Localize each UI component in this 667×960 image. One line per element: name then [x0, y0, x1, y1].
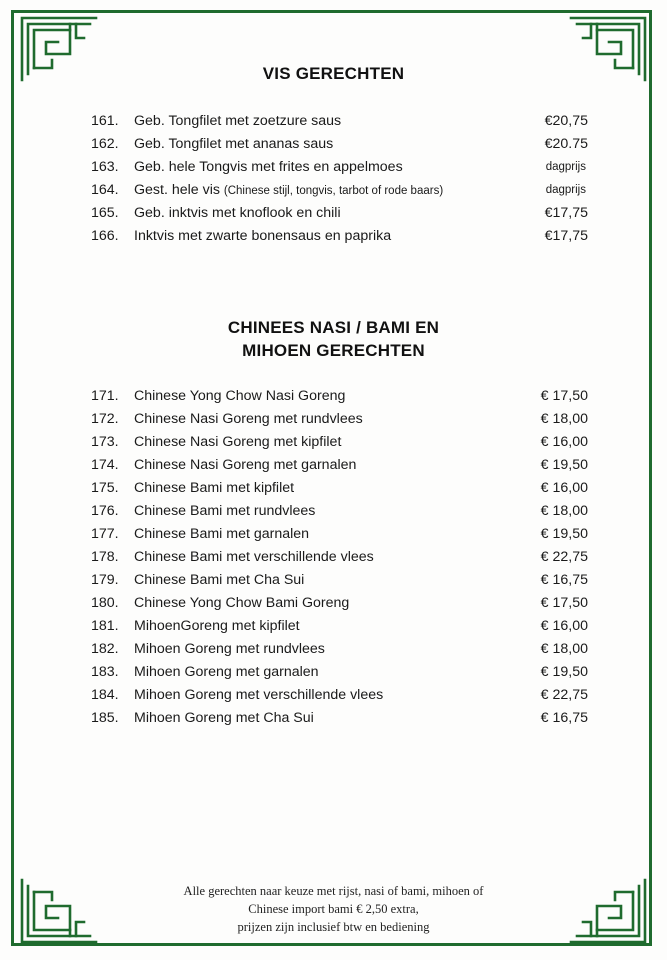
menu-list-vis [88, 110, 588, 248]
item-name: Geb. hele Tongvis met frites en appelmoes [134, 159, 403, 175]
item-number: 174. [91, 457, 119, 473]
section-title-line: CHINEES NASI / BAMI EN [227, 318, 440, 337]
item-number: 179. [91, 572, 119, 588]
item-price: € 22,75 [540, 549, 588, 565]
item-number: 176. [91, 503, 119, 519]
item-price: dagprijs [545, 184, 586, 196]
item-name: MihoenGoreng met kipfilet [134, 618, 300, 634]
section-title-vis: VIS GERECHTEN [262, 64, 405, 83]
item-name: Mihoen Goreng met rundvlees [134, 641, 325, 657]
footer-note [0, 882, 667, 936]
item-price: € 16,00 [540, 434, 588, 450]
item-price: €17,75 [544, 205, 588, 221]
item-name: Mihoen Goreng met verschillende vlees [134, 687, 384, 703]
menu-item [88, 179, 588, 202]
item-name: Chinese Bami met rundvlees [134, 503, 316, 519]
item-number: 183. [91, 664, 119, 680]
menu-item [88, 408, 588, 431]
item-number: 173. [91, 434, 119, 450]
item-price: € 16,75 [540, 572, 588, 588]
menu-item [88, 110, 588, 133]
item-name: Chinese Nasi Goreng met rundvlees [134, 411, 363, 427]
item-number: 184. [91, 687, 119, 703]
item-number: 163. [91, 159, 119, 175]
item-price: €17,75 [544, 228, 588, 244]
menu-item [88, 133, 588, 156]
item-price: € 19,50 [540, 526, 588, 542]
item-number: 180. [91, 595, 119, 611]
menu-item [88, 615, 588, 638]
menu-item [88, 454, 588, 477]
footer-line: Alle gerechten naar keuze met rijst, nasi of bami, mihoen of [183, 884, 484, 898]
item-name: Chinese Yong Chow Nasi Goreng [134, 388, 346, 404]
item-price: € 17,50 [540, 388, 588, 404]
item-name: Chinese Bami met kipfilet [134, 480, 295, 496]
item-price: € 16,75 [540, 710, 588, 726]
menu-item [88, 225, 588, 248]
item-price: €20,75 [544, 113, 588, 129]
item-number: 171. [91, 388, 119, 404]
menu-item [88, 500, 588, 523]
item-name: Mihoen Goreng met Cha Sui [134, 710, 314, 726]
menu-item [88, 546, 588, 569]
item-name: Chinese Nasi Goreng met kipfilet [134, 434, 342, 450]
item-number: 175. [91, 480, 119, 496]
menu-item [88, 523, 588, 546]
item-name [134, 179, 443, 203]
menu-item [88, 156, 588, 179]
menu-item [88, 431, 588, 454]
menu-item [88, 638, 588, 661]
item-price: € 19,50 [540, 457, 588, 473]
item-number: 165. [91, 205, 119, 221]
menu-item [88, 385, 588, 408]
menu-list-nasi-bami [88, 385, 588, 730]
item-number: 166. [91, 228, 119, 244]
footer-line: prijzen zijn inclusief btw en bediening [237, 920, 430, 934]
item-name: Chinese Bami met verschillende vlees [134, 549, 374, 565]
item-price: € 16,00 [540, 480, 588, 496]
item-price: € 17,50 [540, 595, 588, 611]
item-note: (Chinese stijl, tongvis, tarbot of rode baars) [223, 185, 444, 197]
item-name: Chinese Bami met Cha Sui [134, 572, 305, 588]
item-name: Geb. Tongfilet met zoetzure saus [134, 113, 342, 129]
menu-item [88, 661, 588, 684]
item-name: Inktvis met zwarte bonensaus en paprika [134, 228, 392, 244]
menu-item [88, 202, 588, 225]
item-number: 182. [91, 641, 119, 657]
item-name: Geb. inktvis met knoflook en chili [134, 205, 341, 221]
menu-item [88, 592, 588, 615]
item-price: € 22,75 [540, 687, 588, 703]
item-price: € 18,00 [540, 411, 588, 427]
menu-item [88, 569, 588, 592]
item-number: 178. [91, 549, 119, 565]
item-number: 177. [91, 526, 119, 542]
menu-item [88, 684, 588, 707]
item-price: € 19,50 [540, 664, 588, 680]
section-title-nasi-bami [0, 316, 667, 362]
item-name: Mihoen Goreng met garnalen [134, 664, 319, 680]
item-number: 185. [91, 710, 119, 726]
item-price: € 18,00 [540, 641, 588, 657]
item-name: Chinese Bami met garnalen [134, 526, 310, 542]
item-number: 181. [91, 618, 119, 634]
menu-item [88, 707, 588, 730]
footer-line: Chinese import bami € 2,50 extra, [248, 902, 419, 916]
item-price: €20.75 [544, 136, 588, 152]
item-name: Chinese Yong Chow Bami Goreng [134, 595, 350, 611]
menu-item [88, 477, 588, 500]
item-number: 161. [91, 113, 119, 129]
item-price: € 16,00 [540, 618, 588, 634]
item-price: € 18,00 [540, 503, 588, 519]
item-name: Geb. Tongfilet met ananas saus [134, 136, 334, 152]
item-number: 162. [91, 136, 119, 152]
item-name: Chinese Nasi Goreng met garnalen [134, 457, 357, 473]
item-number: 172. [91, 411, 119, 427]
section-title-line: MIHOEN GERECHTEN [242, 341, 425, 360]
item-name-text: Gest. hele vis [134, 182, 224, 198]
item-number: 164. [91, 182, 119, 198]
item-price: dagprijs [545, 161, 586, 173]
